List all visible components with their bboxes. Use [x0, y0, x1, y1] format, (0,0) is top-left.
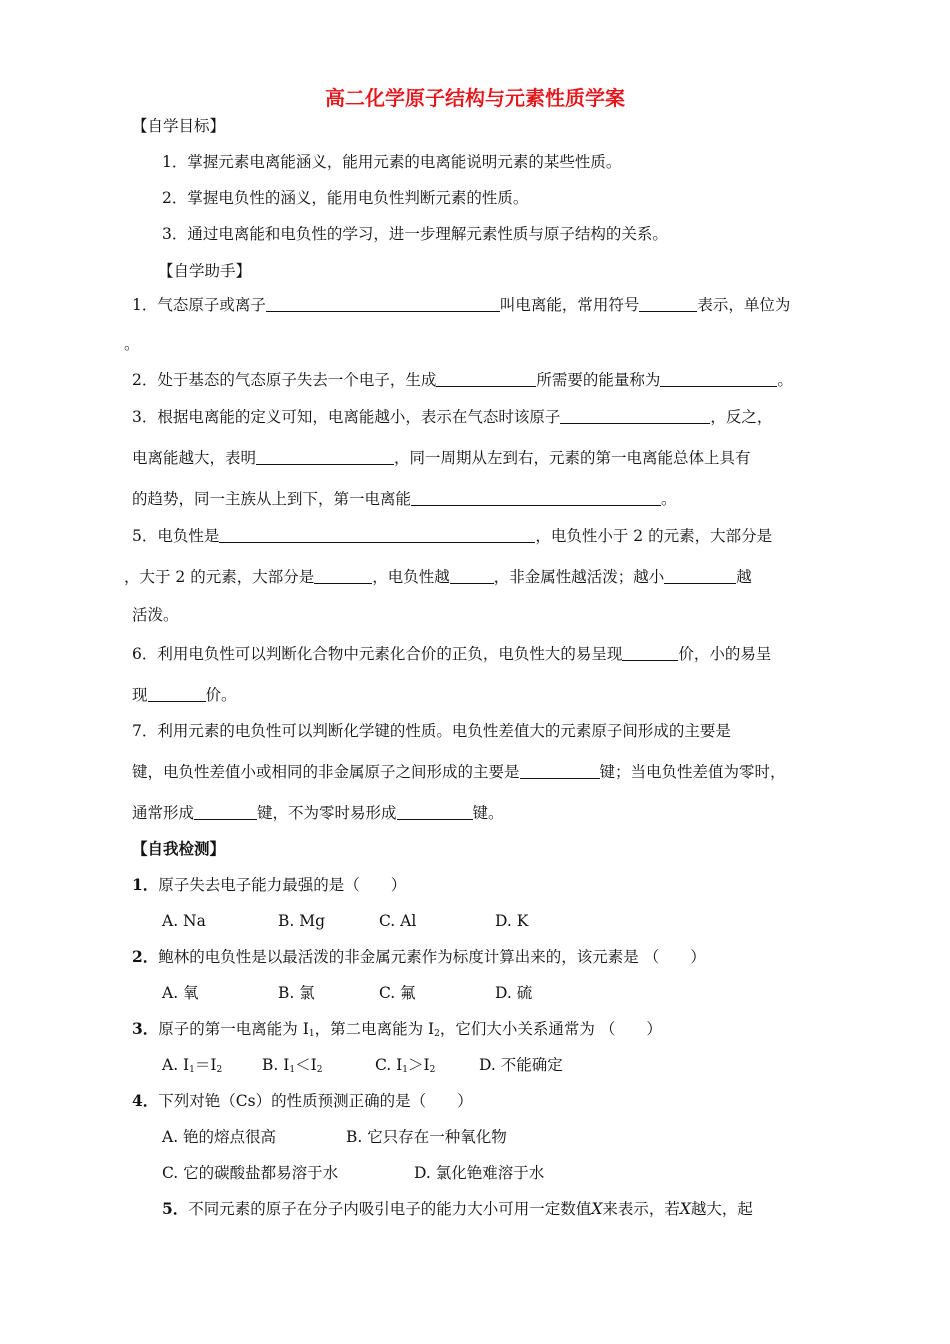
option-row	[162, 1127, 507, 1147]
answer-blank[interactable]	[266, 295, 500, 312]
question-line: 的趋势，同一主族从上到下，第一电离能 。	[132, 490, 677, 508]
answer-blank[interactable]	[560, 407, 710, 424]
check-question: 3．原子的第一电离能为 $I_1$，第二电离能为 $I_2$，它们大小关系通常为 （ ）	[132, 1019, 662, 1039]
answer-blank[interactable]	[639, 295, 697, 312]
page-title: 高二化学原子结构与元素性质学案	[325, 86, 625, 110]
option[interactable]: B. 氯	[278, 984, 315, 1002]
option[interactable]: C. 氟	[379, 984, 416, 1002]
option[interactable]: C. 它的碳酸盐都易溶于水	[162, 1164, 339, 1182]
section-heading-helper: 【自学助手】	[158, 262, 252, 280]
check-question: 2．鲍林的电负性是以最活泼的非金属元素作为标度计算出来的，该元素是 （ ）	[132, 947, 706, 966]
question-line: 3．根据电离能的定义可知，电离能越小，表示在气态时该原子 ，反之，	[132, 408, 773, 426]
answer-blank[interactable]	[411, 489, 661, 506]
check-question: 1．原子失去电子能力最强的是（ ）	[132, 875, 407, 894]
option[interactable]: A. $I_1=I_2$	[162, 1056, 223, 1075]
option[interactable]: D. 不能确定	[479, 1056, 563, 1074]
answer-blank[interactable]	[219, 526, 535, 543]
option[interactable]: B. $I_1<I_2$	[262, 1056, 323, 1075]
question-line: 活泼。	[132, 606, 179, 624]
option[interactable]: C. Al	[379, 912, 417, 930]
answer-blank[interactable]	[256, 448, 394, 465]
answer-blank[interactable]	[520, 762, 600, 779]
question-line: 通常形成 键，不为零时易形成 键。	[132, 804, 504, 822]
option[interactable]: A. 铯的熔点很高	[162, 1128, 277, 1146]
goal-item: 2．掌握电负性的涵义，能用电负性判断元素的性质。	[162, 189, 529, 207]
goal-item: 3．通过电离能和电负性的学习，进一步理解元素性质与原子结构的关系。	[162, 225, 668, 243]
option[interactable]: A. Na	[162, 912, 206, 930]
option-row	[162, 911, 528, 931]
question-line: ，大于 2 的元素，大部分是 ，电负性越 ，非金属性越活泼；越小 越	[124, 568, 752, 586]
check-question: 4．下列对铯（Cs）的性质预测正确的是（ ）	[132, 1091, 473, 1110]
answer-blank[interactable]	[622, 644, 678, 661]
section-heading-goals: 【自学目标】	[132, 117, 226, 135]
option[interactable]: D. 氯化铯难溶于水	[414, 1164, 545, 1182]
question-line: 现 价。	[132, 686, 237, 704]
goal-item: 1．掌握元素电离能涵义，能用元素的电离能说明元素的某些性质。	[162, 153, 622, 171]
question-line: 6．利用电负性可以判断化合物中元素化合价的正负，电负性大的易呈现 价，小的易呈	[132, 645, 772, 663]
answer-blank[interactable]	[194, 803, 257, 820]
answer-blank[interactable]	[660, 370, 777, 387]
option[interactable]: D. K	[495, 912, 529, 930]
answer-blank[interactable]	[314, 567, 372, 584]
option-row	[162, 1163, 544, 1183]
answer-blank[interactable]	[148, 685, 206, 702]
question-line: 7．利用元素的电负性可以判断化学键的性质。电负性差值大的元素原子间形成的主要是	[132, 722, 731, 740]
answer-blank[interactable]	[450, 567, 494, 584]
question-line: 2．处于基态的气态原子失去一个电子，生成 所需要的能量称为 。	[132, 371, 793, 389]
check-question: 5．不同元素的原子在分子内吸引电子的能力大小可用一定数值X来表示，若X越大，起	[162, 1199, 753, 1218]
answer-blank[interactable]	[436, 370, 536, 387]
question-line: 电离能越大，表明 ，同一周期从左到右，元素的第一电离能总体上具有	[132, 449, 751, 467]
option[interactable]: D. 硫	[495, 984, 533, 1002]
option-row	[162, 1055, 563, 1080]
question-line: 5．电负性是 ，电负性小于 2 的元素，大部分是	[132, 527, 773, 545]
option[interactable]: A. 氧	[162, 984, 199, 1002]
option-row	[162, 983, 532, 1003]
option[interactable]: B. 它只存在一种氧化物	[346, 1128, 507, 1146]
question-line: 1．气态原子或离子 叫电离能，常用符号 表示，单位为	[132, 296, 791, 314]
option[interactable]: C. $I_1>I_2$	[375, 1056, 436, 1075]
question-line: 。	[124, 335, 140, 353]
answer-blank[interactable]	[397, 803, 473, 820]
question-line: 键，电负性差值小或相同的非金属原子之间形成的主要是 键；当电负性差值为零时，	[132, 763, 786, 781]
section-heading-check: 【自我检测】	[132, 840, 226, 858]
answer-blank[interactable]	[664, 567, 736, 584]
option[interactable]: B. Mg	[278, 912, 326, 930]
